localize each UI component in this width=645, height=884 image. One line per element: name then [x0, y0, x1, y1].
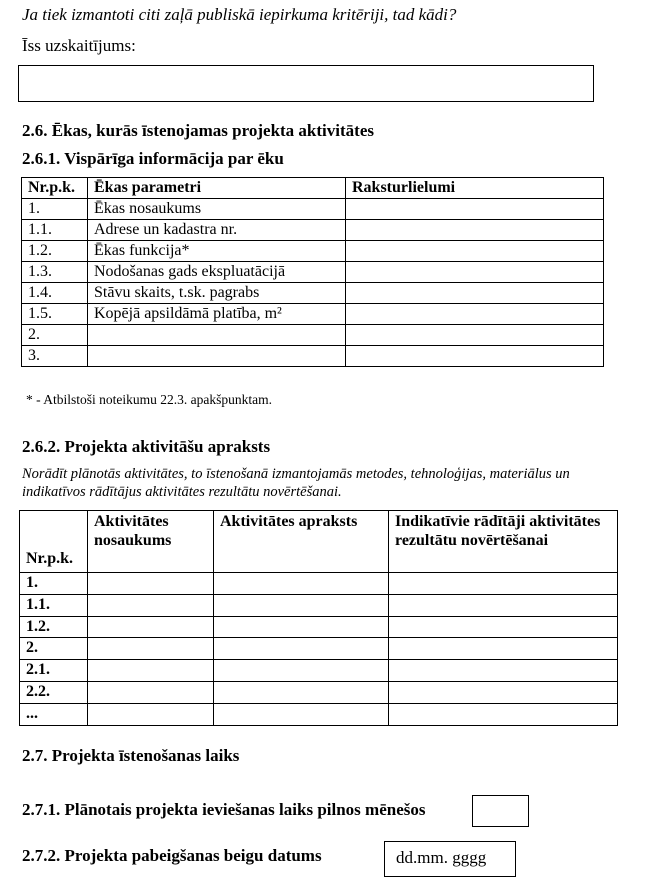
table-row: [22, 283, 604, 304]
table-row: [20, 616, 618, 638]
table-cell[interactable]: [346, 325, 604, 346]
table-cell[interactable]: [88, 638, 214, 660]
table-cell[interactable]: [346, 283, 604, 304]
table-cell[interactable]: [214, 638, 389, 660]
footnote: * - Atbilstoši noteikumu 22.3. apakšpunktam.: [26, 392, 272, 407]
row-number-cell: ...: [20, 703, 88, 725]
table-cell[interactable]: [389, 638, 618, 660]
table-cell[interactable]: Ēkas funkcija*: [88, 241, 346, 262]
row-number-cell: 2.: [22, 325, 88, 346]
table-cell[interactable]: Stāvu skaits, t.sk. pagrabs: [88, 283, 346, 304]
table-row: [20, 660, 618, 682]
table-cell[interactable]: Nodošanas gads ekspluatācijā: [88, 262, 346, 283]
row-number-cell: 2.: [20, 638, 88, 660]
table-cell[interactable]: [389, 594, 618, 616]
row-number-cell: 1.4.: [22, 283, 88, 304]
row-number-cell: 3.: [22, 346, 88, 367]
table-row: [20, 703, 618, 725]
row-number-cell: 1.1.: [22, 220, 88, 241]
column-header: Nr.p.k.: [20, 511, 88, 573]
green-procurement-question: Ja tiek izmantoti citi zaļā publiskā iepirkuma kritēriji, tad kādi?: [22, 5, 457, 24]
table-cell[interactable]: [346, 304, 604, 325]
table-cell[interactable]: [88, 573, 214, 595]
table-row: [20, 573, 618, 595]
column-header: Nr.p.k.: [22, 178, 88, 199]
table-cell[interactable]: [214, 660, 389, 682]
table-cell[interactable]: [346, 199, 604, 220]
table-cell[interactable]: [88, 681, 214, 703]
table-cell[interactable]: [346, 220, 604, 241]
table-cell[interactable]: [88, 616, 214, 638]
column-header: Aktivitātes apraksts: [214, 511, 389, 573]
column-header: Raksturlielumi: [346, 178, 604, 199]
table-row: [22, 325, 604, 346]
table-cell[interactable]: [88, 346, 346, 367]
instruction-note-line2: indikatīvos rādītājus aktivitātes rezultātu novērtēšanai.: [22, 484, 342, 500]
table-cell[interactable]: [88, 594, 214, 616]
section-2-6-1-title: 2.6.1. Vispārīga informācija par ēku: [22, 149, 284, 168]
months-input[interactable]: [472, 795, 529, 827]
table-row: [22, 304, 604, 325]
row-number-cell: 1.: [20, 573, 88, 595]
summary-label: Īss uzskaitījums:: [22, 36, 136, 55]
column-header: Indikatīvie rādītāji aktivitātes rezultātu novērtēšanai: [389, 511, 618, 573]
table-cell[interactable]: [88, 660, 214, 682]
row-number-cell: 2.1.: [20, 660, 88, 682]
section-2-6-title: 2.6. Ēkas, kurās īstenojamas projekta aktivitātes: [22, 121, 374, 140]
row-number-cell: 1.1.: [20, 594, 88, 616]
table-cell[interactable]: [214, 681, 389, 703]
table-cell[interactable]: [214, 616, 389, 638]
row-number-cell: 1.5.: [22, 304, 88, 325]
row-number-cell: 2.2.: [20, 681, 88, 703]
end-date-input[interactable]: dd.mm. gggg: [384, 841, 516, 877]
table-row: [22, 262, 604, 283]
table-cell[interactable]: [346, 346, 604, 367]
row-number-cell: 1.2.: [20, 616, 88, 638]
table-cell[interactable]: Kopējā apsildāmā platība, m²: [88, 304, 346, 325]
table-row: [22, 220, 604, 241]
table-cell[interactable]: [389, 660, 618, 682]
column-header: Aktivitātes nosaukums: [88, 511, 214, 573]
table-cell[interactable]: [389, 681, 618, 703]
building-info-table: [21, 177, 604, 367]
table-header-row: [22, 178, 604, 199]
table-cell[interactable]: [346, 262, 604, 283]
table-row: [22, 199, 604, 220]
table-cell[interactable]: [346, 241, 604, 262]
table-cell[interactable]: [214, 594, 389, 616]
column-header: Ēkas parametri: [88, 178, 346, 199]
table-row: [22, 241, 604, 262]
table-cell[interactable]: [214, 573, 389, 595]
table-cell[interactable]: [88, 325, 346, 346]
instruction-note-line1: Norādīt plānotās aktivitātes, to īstenošanā izmantojamās metodes, tehnoloģijas, materiālus un: [22, 466, 570, 482]
activities-table: [19, 510, 618, 726]
section-2-6-2-title: 2.6.2. Projekta aktivitāšu apraksts: [22, 437, 271, 456]
section-2-7-title: 2.7. Projekta īstenošanas laiks: [22, 746, 240, 765]
table-cell[interactable]: [389, 703, 618, 725]
table-row: [20, 681, 618, 703]
row-number-cell: 1.: [22, 199, 88, 220]
table-cell[interactable]: [214, 703, 389, 725]
table-row: [22, 346, 604, 367]
table-row: [20, 594, 618, 616]
table-header-row: [20, 511, 618, 573]
table-cell[interactable]: [389, 573, 618, 595]
table-cell[interactable]: [88, 703, 214, 725]
row-number-cell: 1.3.: [22, 262, 88, 283]
table-cell[interactable]: Ēkas nosaukums: [88, 199, 346, 220]
table-cell[interactable]: Adrese un kadastra nr.: [88, 220, 346, 241]
table-cell[interactable]: [389, 616, 618, 638]
section-2-7-1-label: 2.7.1. Plānotais projekta ieviešanas laiks pilnos mēnešos: [22, 800, 426, 819]
table-row: [20, 638, 618, 660]
summary-input[interactable]: [18, 65, 594, 102]
section-2-7-2-label: 2.7.2. Projekta pabeigšanas beigu datums: [22, 846, 322, 865]
row-number-cell: 1.2.: [22, 241, 88, 262]
